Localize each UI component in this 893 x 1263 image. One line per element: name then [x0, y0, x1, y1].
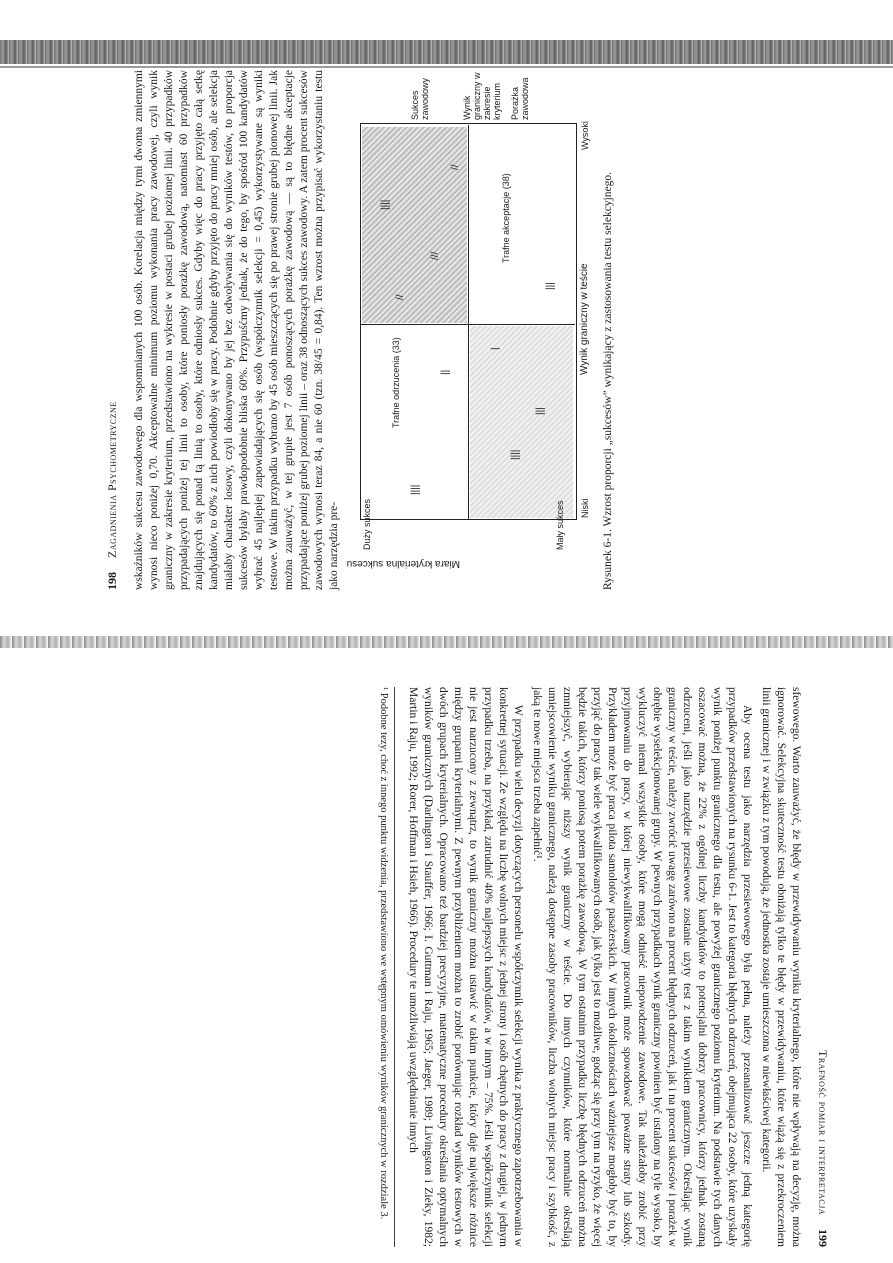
page-number: 198 [105, 572, 119, 590]
scan-page-divider [0, 636, 893, 648]
side-label-success: Sukces zawodowy [410, 77, 430, 120]
tally-mark: /// [430, 251, 441, 260]
body-paragraph: W przypadku wielu decyzji dotyczących personelu współczynnik selekcji wynika z praktycznego zapotrzebowania w konkretnej sytuacji. Ze względu na liczbę wolnych miejsc z jednej strony i osób chętnych do pracy z drugiej, w jednym przypadku trzeba, na przykład, zatrudnić 40% najlepszych kandydatów, a w innym – 75%. Jeśli współczynnik selekcji nie jest narzucony z zewnątrz, to wynik graniczny można ustawić w takim punkcie, który daje największe różnice między grupami kryterialnymi. Z pewnym przybliżeniem można to zrobić porównując rozkład wyników testowych w dwóch grupach kryterialnych. Opracowano też bardziej precyzyjne, matematyczne procedury określania optymalnych wyników granicznych (Darlington i Stauffer, 1966; I. Guttman i Raju, 1965; Jaeger, 1989; Livingston i Zieky, 1982; Martin i Raju, 1992; Rorer, Hoffman i Hsieh, 1966). Procedury te umożliwiają uwzględnianie innych [407, 687, 524, 1247]
criterion-cutoff-line [468, 125, 469, 520]
figure-x-right-label: Wysoki [580, 121, 590, 150]
running-head-198 [105, 70, 120, 590]
tally-mark: ||| [545, 282, 556, 290]
tally-mark: |||| [380, 199, 391, 210]
running-head-title: Zagadnienia Psychometryczne [105, 401, 119, 558]
body-paragraph: sfewowego. Warto zauważyć, że błędy w przewidywaniu wyniku kryterialnego, które nie wpływają na decyzję, można ignorować. Selekcyjna skuteczność testu obniżają tylko te błędy w przewidywaniu, które wiążą się z przekroczeniem linii granicznej i w związku z tym powodują, że jednostka zostaje umieszczona w niewłaściwej kategorii. [760, 687, 802, 1247]
tally-mark: || [440, 369, 451, 375]
page-number: 199 [816, 1229, 830, 1247]
footnote: ¹ Podobne tezy, choć z innego punktu widzenia, przedstawiono we wstępnym omówieniu wyników granicznych w rozdziale 3. [377, 687, 395, 1247]
scan-border-top-line [0, 66, 893, 68]
page-198-region [0, 70, 893, 630]
figure-x-axis-label: Wynik graniczny w teście [579, 263, 590, 375]
figure-6-1 [346, 70, 595, 590]
tally-mark: ||| [535, 407, 546, 415]
figure-y-bottom-label: Mały sukces [555, 500, 565, 550]
side-label-cutoff: Wynik graniczny w zakresie kryterium [462, 72, 502, 120]
running-head-199 [815, 687, 830, 1247]
body-paragraph: wskaźników sukcesu zawodowego dla wspomnianych 100 osób. Korelacja między tymi dwoma zmiennymi wynosi nieco poniżej 0,70. Akceptowalne minimum poziomu wykonania pracy zawodowej, czyli wynik graniczny w zakresie kryterium, przedstawiono na wykresie w postaci grubej poziomej linii. 40 przypadków przypadających poniżej tej linii to osoby, które poniosły porażkę zawodową, natomiast 60 przypadków znajdujących się ponad tą linią to osoby, które odniosły sukces. Gdyby więc do pracy przyjęto całą setkę kandydatów, to 60% z nich powiodłoby się w pracy. Podobnie gdyby przyjęto do pracy mniej osób, ale selekcja miałaby charakter losowy, czyli dokonywano by jej bez odwoływania się do wyników testów, to proporcja sukcesów byłaby prawdopodobnie bliska 60%. Przypuśćmy jednak, że do tego, by spośród 100 kandydatów wybrać 45 najlepiej zapowiadających się osób (współczynnik selekcji = 0,45) wykorzystywane są wyniki testowe. W takim przypadku wybrano by 45 osób mieszczących się po prawej stronie grubej pionowej linii. Jak można zauważyć, w tej grupie jest 7 osób ponoszących porażkę zawodową — są to błędne akceptacje przypadające poniżej grubej poziomej linii – oraz 38 odnoszących sukces zawodowy. A zatem procent sukcesów zawodowych wynosi teraz 84, a nie 60 (tzn. 38/45 = 0,84). Ten wzrost można przypisać wykorzystaniu testu jako narzędzia pre- [133, 70, 340, 590]
running-head-title: Trafność pomiar i interpretacja [816, 1050, 830, 1215]
tally-mark: // [395, 294, 406, 300]
body-paragraph: Aby ocena testu jako narzędzia przesiewowego była pełna, należy przeanalizować jeszcze jedną kategorię przypadków przedstawionych na rysunku 6-1. Jest to kategoria błędnych odrzuceń, obejmująca 22 osoby, które uzyskały wynik poniżej punktu granicznego dla testu, ale powyżej granicznego poziomu kryterium. Na podstawie tych danych oszacować można, że 22% z ogólnej liczby kandydatów to potencjalni dobrzy pracownicy, którzy jednak zostaną odrzuceni, jeśli jako narzędzie przesiewowe zostanie użyty test z takim wynikiem granicznym. Określając wynik graniczny w teście, należy zwrócić uwagę zarówno na procent błędnych odrzuceń, jak i na procent sukcesów i porażek w obrębie wyselekcjonowanej grupy. W pewnych przypadkach wynik graniczny powinien być ustalony na tyle wysoko, by wykluczyć niemal wszystkie osoby, które mogą odnieść niepowodzenie zawodowe. Tak należałoby zrobić przy przyjmowaniu do pracy, w której niewykwalifikowany pracownik może spowodować poważne straty lub szkody. Przykładem może być praca pilota samolotów pasażerskich. W innych okolicznościach ważniejsze mogłoby być to, by przyjąć do pracy tak wiele wykwalifikowanych osób, jak tylko jest to możliwe, godząc się przy tym na ryzyko, że więcej będzie takich, którzy poniosą potem porażkę zawodową. W tym ostatnim przypadku liczbę błędnych odrzuceń można zmniejszyć, wybierając niższy wynik graniczny w teście. Do innych czynników, które normalnie określają umiejscowienie wyniku granicznego, należą dostępne zasoby pracowników, liczba wolnych miejsc pracy i szybkość, z jaką te nowe miejsca trzeba zapełnić¹. [531, 687, 753, 1247]
side-label-failure: Porażka zawodowa [510, 77, 530, 120]
figure-y-top-label: Duży sukces [362, 498, 372, 550]
quadrant-correct-rejections: Trafne odrzucenia (33) [391, 337, 401, 428]
test-cutoff-line [360, 324, 575, 325]
quadrant-correct-acceptances: Trafne akceptacje (38) [501, 173, 511, 263]
tally-mark: |||| [410, 484, 421, 495]
page-199-region [0, 652, 893, 1252]
scan-border-top [0, 40, 893, 64]
figure-y-axis-label: Miara kryterialna sukcesu [346, 558, 460, 569]
figure-caption: Rysunek 6-1. Wzrost proporcji „sukcesów” wynikający z zastosowania testu selekcyjnego. [602, 172, 614, 590]
tally-mark: |||| [510, 449, 521, 460]
page-199 [110, 687, 830, 1247]
page-198 [105, 70, 865, 590]
figure-x-left-label: Niski [580, 498, 590, 518]
tally-mark: // [450, 164, 461, 170]
tally-mark: | [490, 347, 501, 350]
